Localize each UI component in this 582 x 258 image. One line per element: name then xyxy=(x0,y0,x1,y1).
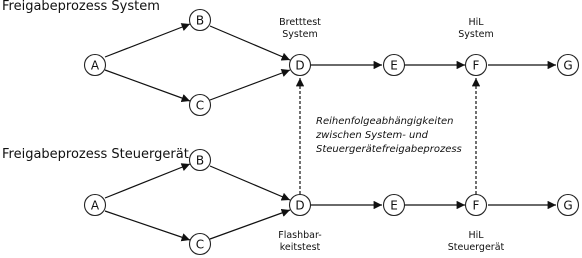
system-node-a-label: A xyxy=(90,58,100,73)
ecu-node-d-label: D xyxy=(295,198,305,213)
ecu-node-a xyxy=(85,195,106,216)
ecu-node-f xyxy=(466,195,487,216)
ecu-process-title: Freigabeprozess Steuergerät xyxy=(2,147,189,162)
ecu-node-e-label: E xyxy=(390,198,398,213)
ecu-process-edges xyxy=(105,164,556,240)
edge-system-a-b xyxy=(105,24,190,57)
edge-system-a-c xyxy=(105,70,190,101)
annotation-flashbarkeitstest-line1: Flashbar- xyxy=(278,230,322,241)
ecu-node-f-label: F xyxy=(472,198,480,213)
ecu-node-d xyxy=(290,195,311,216)
annotation-bretttest-line2: System xyxy=(282,29,318,40)
ecu-node-g xyxy=(558,195,579,216)
annotation-bretttest-line1: Bretttest xyxy=(279,17,321,28)
annotation-hil-system-line1: HiL xyxy=(468,17,484,28)
system-node-g xyxy=(558,55,579,76)
system-process-title: Freigabeprozess System xyxy=(2,0,160,14)
annotation-hil-system-line2: System xyxy=(458,29,494,40)
system-node-f-label: F xyxy=(472,58,480,73)
dependency-note xyxy=(315,116,462,155)
edge-ecu-b-d xyxy=(210,166,290,200)
system-node-f xyxy=(466,55,487,76)
edge-ecu-a-c xyxy=(105,211,190,240)
ecu-node-c xyxy=(190,234,211,255)
system-node-c xyxy=(190,95,211,116)
ecu-node-c-label: C xyxy=(195,237,205,252)
ecu-process-nodes xyxy=(85,150,579,255)
edge-system-c-d xyxy=(210,70,290,100)
ecu-node-e xyxy=(384,195,405,216)
system-node-a xyxy=(85,55,106,76)
annotation-hil-ecu-line2: Steuergerät xyxy=(447,242,505,253)
ecu-node-g-label: G xyxy=(563,198,573,213)
system-node-d-label: D xyxy=(295,58,305,73)
ecu-node-b-label: B xyxy=(195,153,205,168)
ecu-node-a-label: A xyxy=(90,198,100,213)
dependency-note-line2: zwischen System- und xyxy=(316,130,429,141)
edge-system-b-d xyxy=(210,26,290,60)
dependency-note-line1: Reihenfolgeabhängigkeiten xyxy=(316,116,454,127)
annotation-flashbarkeitstest-line2: keitstest xyxy=(279,242,321,253)
system-node-b-label: B xyxy=(195,13,205,28)
dependency-note-line3: Steuergerätefreigabeprozess xyxy=(316,144,462,155)
system-node-e xyxy=(384,55,405,76)
system-process-nodes xyxy=(85,10,579,116)
system-node-g-label: G xyxy=(563,58,573,73)
system-node-c-label: C xyxy=(195,98,205,113)
system-node-d xyxy=(290,55,311,76)
ecu-node-b xyxy=(190,150,211,171)
system-node-b xyxy=(190,10,211,31)
annotation-hil-ecu-line1: HiL xyxy=(468,230,484,241)
edge-ecu-a-b xyxy=(105,164,190,198)
system-node-e-label: E xyxy=(390,58,398,73)
